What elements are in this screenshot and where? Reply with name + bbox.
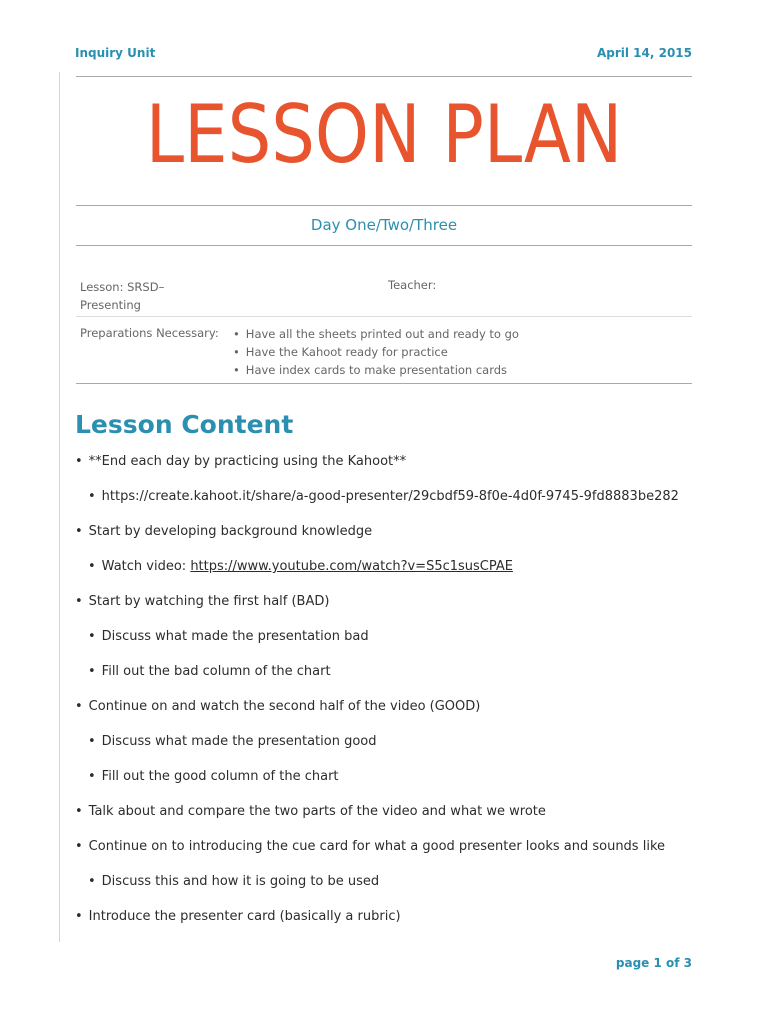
page-title [0, 88, 768, 181]
list-item-text: Fill out the good column of the chart [101, 769, 339, 784]
youtube-link[interactable]: https://www.youtube.com/watch?v=S5c1susCPAE [190, 559, 513, 574]
margin-line [59, 72, 60, 942]
preparations-list [233, 325, 519, 379]
list-item [75, 767, 695, 802]
list-item [75, 907, 695, 942]
list-item-text: Discuss what made the presentation bad [101, 629, 369, 644]
details-divider [76, 316, 692, 317]
list-item-text: Fill out the bad column of the chart [101, 664, 331, 679]
list-item-text: Continue on and watch the second half of the video (GOOD) [88, 699, 481, 714]
title-divider [76, 205, 692, 206]
list-item [75, 487, 695, 522]
list-item-text: Continue on to introducing the cue card for what a good presenter looks and sounds like [88, 839, 666, 854]
list-item-text: Discuss this and how it is going to be used [101, 874, 380, 889]
day-subtitle: Day One/Two/Three [310, 216, 458, 234]
lesson-content-list [75, 452, 695, 942]
list-item [75, 837, 695, 872]
list-item-text: Watch video: [101, 559, 191, 574]
list-item [75, 802, 695, 837]
list-item-text: Talk about and compare the two parts of the video and what we wrote [88, 804, 546, 819]
section-title: Lesson Content [75, 410, 294, 439]
page-number: page 1 of 3 [615, 956, 692, 970]
list-item [75, 522, 695, 557]
kahoot-link-text: https://create.kahoot.it/share/a-good-presenter/29cbdf59-8f0e-4d0f-9745-9fd8883be282 [101, 489, 679, 504]
preparations-label: Preparations Necessary: [80, 326, 219, 340]
unit-name: Inquiry Unit [75, 46, 156, 60]
list-item [75, 697, 695, 732]
header-divider [76, 76, 692, 77]
list-item-text: Discuss what made the presentation good [101, 734, 377, 749]
page-title-text: LESSON PLAN [145, 88, 623, 181]
list-item [75, 592, 695, 627]
list-item [75, 732, 695, 767]
subtitle-divider [76, 245, 692, 246]
lesson-date: April 14, 2015 [596, 46, 692, 60]
lesson-label: Lesson: SRSD–Presenting [80, 280, 165, 312]
list-item-text: Introduce the presenter card (basically a rubric) [88, 909, 401, 924]
list-item [75, 872, 695, 907]
list-item [75, 627, 695, 662]
list-item-text: **End each day by practicing using the Kahoot** [88, 454, 407, 469]
list-item-text: Start by developing background knowledge [88, 524, 373, 539]
details-bottom-divider [76, 383, 692, 384]
prep-item: • Have all the sheets printed out and ready to go [233, 325, 519, 343]
list-item [75, 557, 695, 592]
list-item-text: Start by watching the first half (BAD) [88, 594, 330, 609]
list-item [75, 452, 695, 487]
prep-item: • Have the Kahoot ready for practice [233, 343, 519, 361]
prep-item: • Have index cards to make presentation cards [233, 361, 519, 379]
list-item [75, 662, 695, 697]
teacher-label: Teacher: [388, 278, 437, 292]
